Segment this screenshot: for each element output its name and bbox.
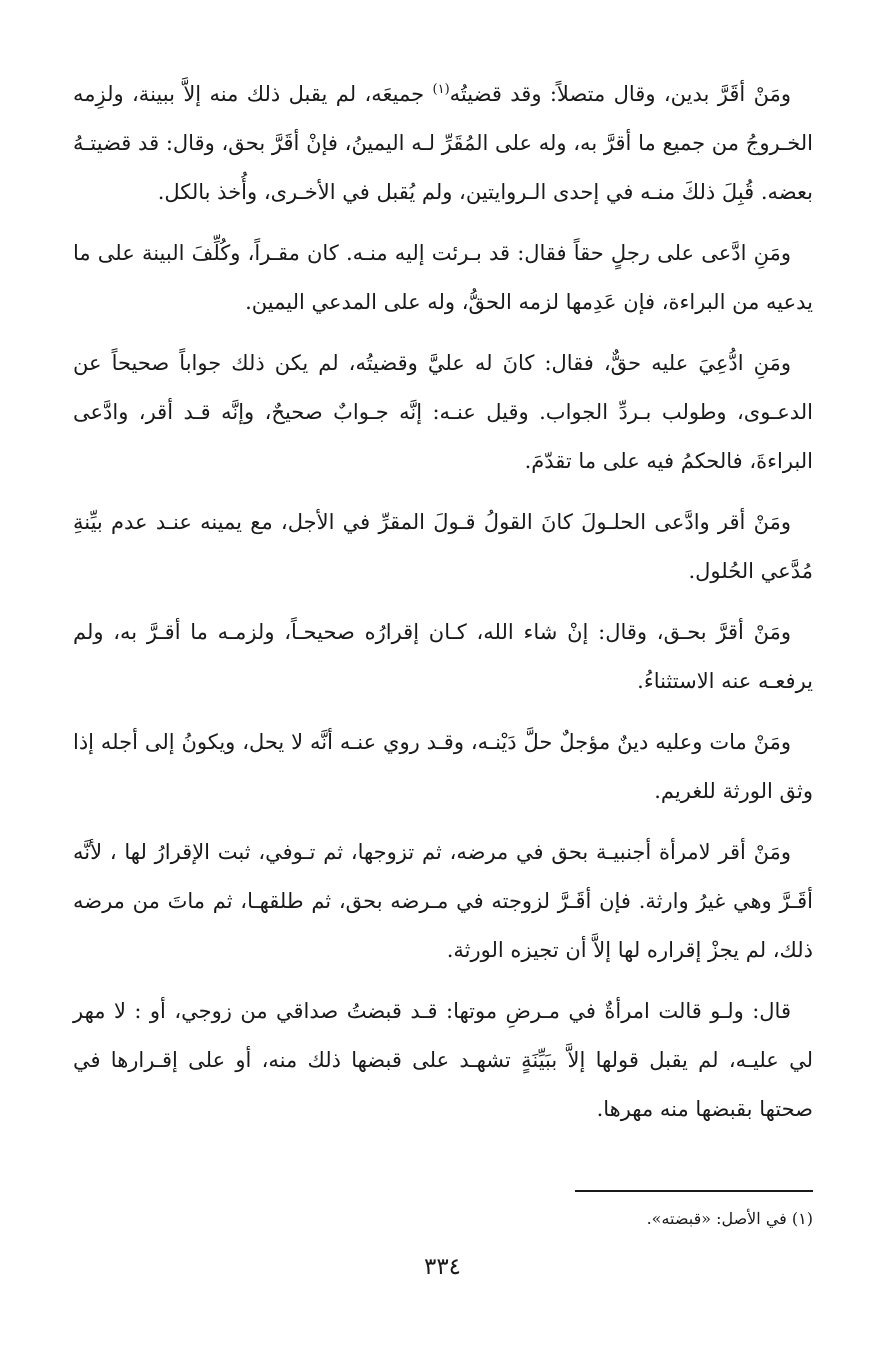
paragraph: ومَنِ ادُّعِيَ عليه حقٌّ، فقال: كانَ له عليَّ وقضيتُه، لم يكن ذلك جواباً صحيحاً عن الدعـوى، وطولب بـردِّ الجواب. وقيل عنـه: إنَّه جـوابٌ صحيحٌ، وإنَّه قـد أقر، وادَّعى البراءةَ، فالحكمُ فيه على ما تقدّمَ. <box>73 351 813 473</box>
paragraph <box>73 70 813 217</box>
footnote: (١) في الأصل: «قبضته». <box>646 1209 813 1228</box>
paragraph: قال: ولـو قالت امرأةٌ في مـرضِ موتها: قـد قبضتُ صداقي من زوجي، أو : لا مهر لي عليـه، لم يقبل قولها إلاَّ ببَيِّنَةٍ تشهـد على قبضها ذلك منه، أو على إقـرارها في صحتها بقبضها منه مهرها. <box>73 999 813 1121</box>
paragraph: ومَنْ أقرَّ بحـق، وقال: إنْ شاء الله، كـان إقرارُه صحيحـاً، ولزمـه ما أقـرَّ به، ولم يرفعـه عنه الاستثناءُ. <box>73 620 813 693</box>
footnote-separator <box>575 1190 813 1192</box>
paragraph: ومَنْ مات وعليه دينٌ مؤجلٌ حلَّ دَيْنـه، وقـد روي عنـه أنَّه لا يحل، ويكونُ إلى أجله إذا وثق الورثة للغريم. <box>73 730 813 803</box>
main-text <box>73 70 813 1146</box>
paragraph: ومَنِ ادَّعى على رجلٍ حقاً فقال: قد بـرئت إليه منـه. كان مقـراً، وكُلِّفَ البينة على ما يدعيه من البراءة، فإن عَدِمها لزمه الحقُّ، وله على المدعي اليمين. <box>73 241 813 314</box>
paragraph-text: ومَنْ أقَرَّ بدين، وقال متصلاً: وقد قضيتُه <box>449 82 791 106</box>
paragraph: ومَنْ أقر لامرأة أجنبيـة بحق في مرضه، ثم تزوجها، ثم تـوفي، ثبت الإقرارُ لها ، لأنَّه أقَـرَّ وهي غيرُ وارثة. فإن أقَـرَّ لزوجته في مـرضه بحق، ثم طلقهـا، ثم ماتَ من مرضه ذلك، لم يجزْ إقراره لها إلاَّ أن تجيزه الورثة. <box>73 840 813 962</box>
page-number: ٣٣٤ <box>423 1254 462 1280</box>
footnote-reference: (١) <box>432 82 450 97</box>
paragraph: ومَنْ أقر وادَّعى الحلـولَ كانَ القولُ قـولَ المقرِّ في الأجل، مع يمينه عنـد عدم بيِّنةِ مُدَّعي الحُلول. <box>73 510 813 583</box>
paragraph-text: جميعَه، لم يقبل ذلك منه إلاَّ ببينة، ولزِمه الخـروجُ من جميع ما أقرَّ به، وله على المُقَرِّ لـه اليمينُ، فإنْ أقَرَّ بحق، وقال: قد قضيتـهُ بعضه. قُبِلَ ذلكَ منـه في إحدى الـروايتين، ولم يُقبل في الأخـرى، وأُخذ بالكل. <box>73 82 813 204</box>
